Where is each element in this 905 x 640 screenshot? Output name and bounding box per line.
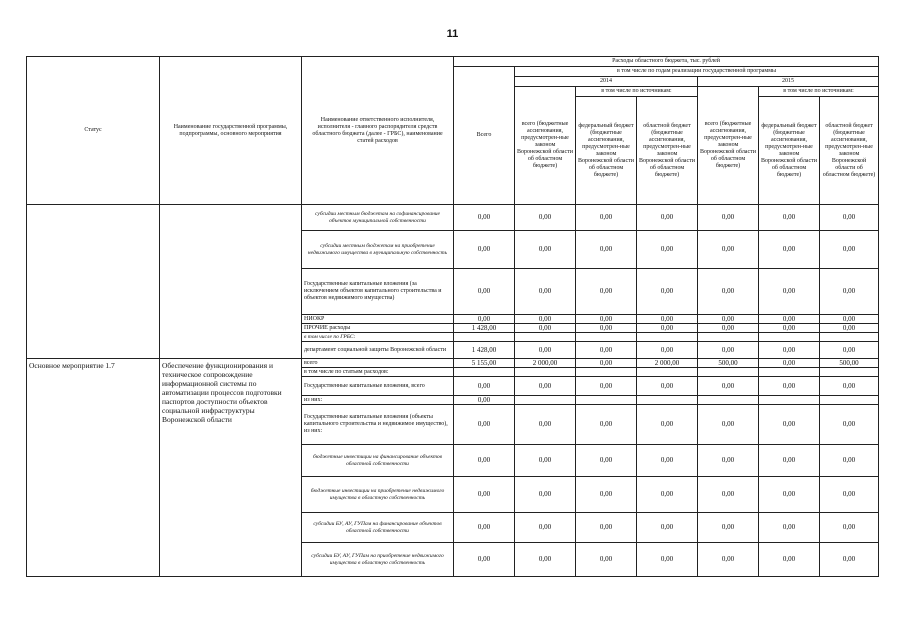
row-value: 0,00 <box>576 405 637 445</box>
row-value <box>576 368 637 377</box>
row-value <box>515 396 576 405</box>
row-value <box>454 333 515 342</box>
row-value: 0,00 <box>454 543 515 577</box>
row-value <box>637 368 698 377</box>
row-label: в том числе по ГРБС: <box>302 333 454 342</box>
row-value: 0,00 <box>576 231 637 269</box>
row-value: 0,00 <box>820 315 879 324</box>
row-value <box>637 396 698 405</box>
row-value: 0,00 <box>576 324 637 333</box>
measure-name: Обеспечение функционирования и техническое сопровождение информационной системы по автоматизации процессов подготовки паспортов доступности объектов социальной инфраструктуры Воронежской области <box>160 359 302 577</box>
row-value: 0,00 <box>454 477 515 513</box>
header-2014-regional: областной бюджет (бюджетные ассигнования, предусмотрен-ные законом Воронежской области об областном бюджете) <box>637 97 698 205</box>
row-value: 0,00 <box>515 231 576 269</box>
row-label: из них: <box>302 396 454 405</box>
row-value: 0,00 <box>698 543 759 577</box>
row-value: 5 155,00 <box>454 359 515 368</box>
row-value: 0,00 <box>820 377 879 396</box>
row-value: 0,00 <box>454 377 515 396</box>
row-value: 0,00 <box>637 405 698 445</box>
header-expenses-title: Расходы областного бюджета, тыс. рублей <box>454 57 879 67</box>
header-2014-by-sources: в том числе по источникам: <box>576 87 698 97</box>
row-value: 0,00 <box>759 324 820 333</box>
row-label: субсидии БУ, АУ, ГУПам на приобретение недвижимого имущества в областную собственность <box>302 543 454 577</box>
row-value: 0,00 <box>759 359 820 368</box>
header-by-years: в том числе по годам реализации государственной программы <box>515 67 879 77</box>
row-value: 0,00 <box>515 477 576 513</box>
row-value <box>576 396 637 405</box>
row-value: 0,00 <box>576 315 637 324</box>
row-value: 500,00 <box>820 359 879 368</box>
row-value <box>820 396 879 405</box>
row-value <box>454 368 515 377</box>
row-label: НИОКР <box>302 315 454 324</box>
row-value: 0,00 <box>576 377 637 396</box>
header-status: Статус <box>27 57 160 205</box>
row-value: 0,00 <box>515 513 576 543</box>
row-value: 0,00 <box>759 445 820 477</box>
row-value <box>759 396 820 405</box>
measure-status: Основное мероприятие 1.7 <box>27 359 160 577</box>
row-value: 0,00 <box>759 513 820 543</box>
row-value: 0,00 <box>515 405 576 445</box>
page-number: 11 <box>446 28 459 40</box>
row-label: всего <box>302 359 454 368</box>
row-value: 0,00 <box>759 269 820 315</box>
row-value: 0,00 <box>454 205 515 231</box>
prev-name-cell <box>160 205 302 359</box>
row-value <box>698 368 759 377</box>
row-value <box>698 333 759 342</box>
row-value: 500,00 <box>698 359 759 368</box>
row-value: 0,00 <box>698 342 759 359</box>
row-label: департамент социальной защиты Воронежской области <box>302 342 454 359</box>
row-value: 0,00 <box>515 543 576 577</box>
row-value: 0,00 <box>637 231 698 269</box>
row-value: 0,00 <box>454 396 515 405</box>
row-value: 0,00 <box>637 315 698 324</box>
row-label: бюджетные инвестиции на приобретение недвижимого имущества в областную собственность <box>302 477 454 513</box>
row-label: субсидии местным бюджетам на приобретение недвижимого имущества в муниципальную собственность <box>302 231 454 269</box>
row-value: 0,00 <box>637 513 698 543</box>
row-value: 0,00 <box>820 405 879 445</box>
header-2015-by-sources: в том числе по источникам: <box>759 87 879 97</box>
row-value: 0,00 <box>515 205 576 231</box>
row-value <box>637 333 698 342</box>
budget-table-wrapper <box>26 56 879 577</box>
prev-status-cell <box>27 205 160 359</box>
header-year-2014: 2014 <box>515 77 698 87</box>
row-value: 0,00 <box>576 342 637 359</box>
row-value: 0,00 <box>454 513 515 543</box>
row-value: 0,00 <box>515 342 576 359</box>
row-value: 0,00 <box>576 359 637 368</box>
header-2014-federal: федеральный бюджет (бюджетные ассигнования, предусмотрен-ные законом Воронежской области об областном бюджете) <box>576 97 637 205</box>
row-value: 0,00 <box>637 543 698 577</box>
row-value: 0,00 <box>698 405 759 445</box>
row-value: 0,00 <box>759 231 820 269</box>
row-value <box>515 368 576 377</box>
row-value: 0,00 <box>698 377 759 396</box>
row-value: 0,00 <box>759 342 820 359</box>
row-value: 0,00 <box>637 324 698 333</box>
row-value: 0,00 <box>454 231 515 269</box>
row-value: 0,00 <box>576 543 637 577</box>
row-value: 0,00 <box>698 231 759 269</box>
row-value: 2 000,00 <box>637 359 698 368</box>
row-value: 0,00 <box>820 543 879 577</box>
row-label: Государственные капитальные вложения (объекты капитального строительства и недвижимое имущество), из них: <box>302 405 454 445</box>
row-value: 0,00 <box>637 205 698 231</box>
header-2015-all: всего (бюджетные ассигнования, предусмотрен-ные законом Воронежской области об областном бюджете) <box>698 87 759 205</box>
row-value: 0,00 <box>515 269 576 315</box>
row-value: 0,00 <box>759 405 820 445</box>
row-value: 0,00 <box>820 513 879 543</box>
row-value: 0,00 <box>698 445 759 477</box>
row-value: 0,00 <box>637 477 698 513</box>
row-value: 0,00 <box>637 342 698 359</box>
row-value: 0,00 <box>515 324 576 333</box>
row-value <box>576 333 637 342</box>
header-total: Всего <box>454 67 515 205</box>
row-label: субсидии местным бюджетам на софинансирование объектов муниципальной собственности <box>302 205 454 231</box>
header-2014-all: всего (бюджетные ассигнования, предусмотрен-ные законом Воронежской области об областном бюджете) <box>515 87 576 205</box>
row-value: 0,00 <box>820 342 879 359</box>
row-value <box>759 368 820 377</box>
header-2015-regional: областной бюджет (бюджетные ассигнования, предусмотрен-ные законом Воронежской области об областном бюджете) <box>820 97 879 205</box>
row-value: 0,00 <box>759 543 820 577</box>
row-value: 0,00 <box>820 231 879 269</box>
row-value: 0,00 <box>698 324 759 333</box>
row-value: 0,00 <box>698 513 759 543</box>
header-year-2015: 2015 <box>698 77 879 87</box>
row-value <box>698 396 759 405</box>
row-label: Государственные капитальные вложения, всего <box>302 377 454 396</box>
row-value: 0,00 <box>454 315 515 324</box>
row-value: 0,00 <box>637 445 698 477</box>
row-value: 0,00 <box>576 513 637 543</box>
row-value <box>820 333 879 342</box>
row-value: 2 000,00 <box>515 359 576 368</box>
row-value: 0,00 <box>576 477 637 513</box>
row-value: 0,00 <box>820 324 879 333</box>
row-label: бюджетные инвестиции на финансирование объектов областной собственности <box>302 445 454 477</box>
row-value: 0,00 <box>698 315 759 324</box>
row-value: 0,00 <box>576 445 637 477</box>
row-value: 0,00 <box>698 477 759 513</box>
row-value: 0,00 <box>820 477 879 513</box>
row-value: 0,00 <box>759 377 820 396</box>
row-value: 0,00 <box>759 315 820 324</box>
row-value: 0,00 <box>515 377 576 396</box>
row-value: 0,00 <box>454 445 515 477</box>
row-value: 0,00 <box>515 315 576 324</box>
row-value: 0,00 <box>759 477 820 513</box>
header-executor: Наименование ответственного исполнителя, исполнителя - главного распорядителя средств областного бюджета (далее - ГРБС), наименование статей расходов <box>302 57 454 205</box>
row-value: 0,00 <box>820 269 879 315</box>
header-program-name: Наименование государственной программы, подпрограммы, основного мероприятия <box>160 57 302 205</box>
row-value: 0,00 <box>820 205 879 231</box>
row-value <box>515 333 576 342</box>
row-value <box>759 333 820 342</box>
row-value: 0,00 <box>454 405 515 445</box>
row-value: 0,00 <box>576 269 637 315</box>
row-label: ПРОЧИЕ расходы <box>302 324 454 333</box>
row-value: 0,00 <box>759 205 820 231</box>
budget-table <box>26 56 879 577</box>
row-value: 0,00 <box>576 205 637 231</box>
row-value: 1 428,00 <box>454 324 515 333</box>
header-2015-federal: федеральный бюджет (бюджетные ассигнования, предусмотрен-ные законом Воронежской области об областном бюджете) <box>759 97 820 205</box>
row-value: 0,00 <box>698 205 759 231</box>
row-value: 0,00 <box>454 269 515 315</box>
row-value: 0,00 <box>637 377 698 396</box>
row-label: в том числе по статьям расходов: <box>302 368 454 377</box>
row-label: Государственные капитальные вложения (за исключением объектов капитального строительства и объектов недвижимого имущества) <box>302 269 454 315</box>
row-value: 0,00 <box>637 269 698 315</box>
row-value: 0,00 <box>820 445 879 477</box>
row-value <box>820 368 879 377</box>
row-label: субсидии БУ, АУ, ГУПам на финансирование объектов областной собственности <box>302 513 454 543</box>
row-value: 1 428,00 <box>454 342 515 359</box>
row-value: 0,00 <box>515 445 576 477</box>
row-value: 0,00 <box>698 269 759 315</box>
